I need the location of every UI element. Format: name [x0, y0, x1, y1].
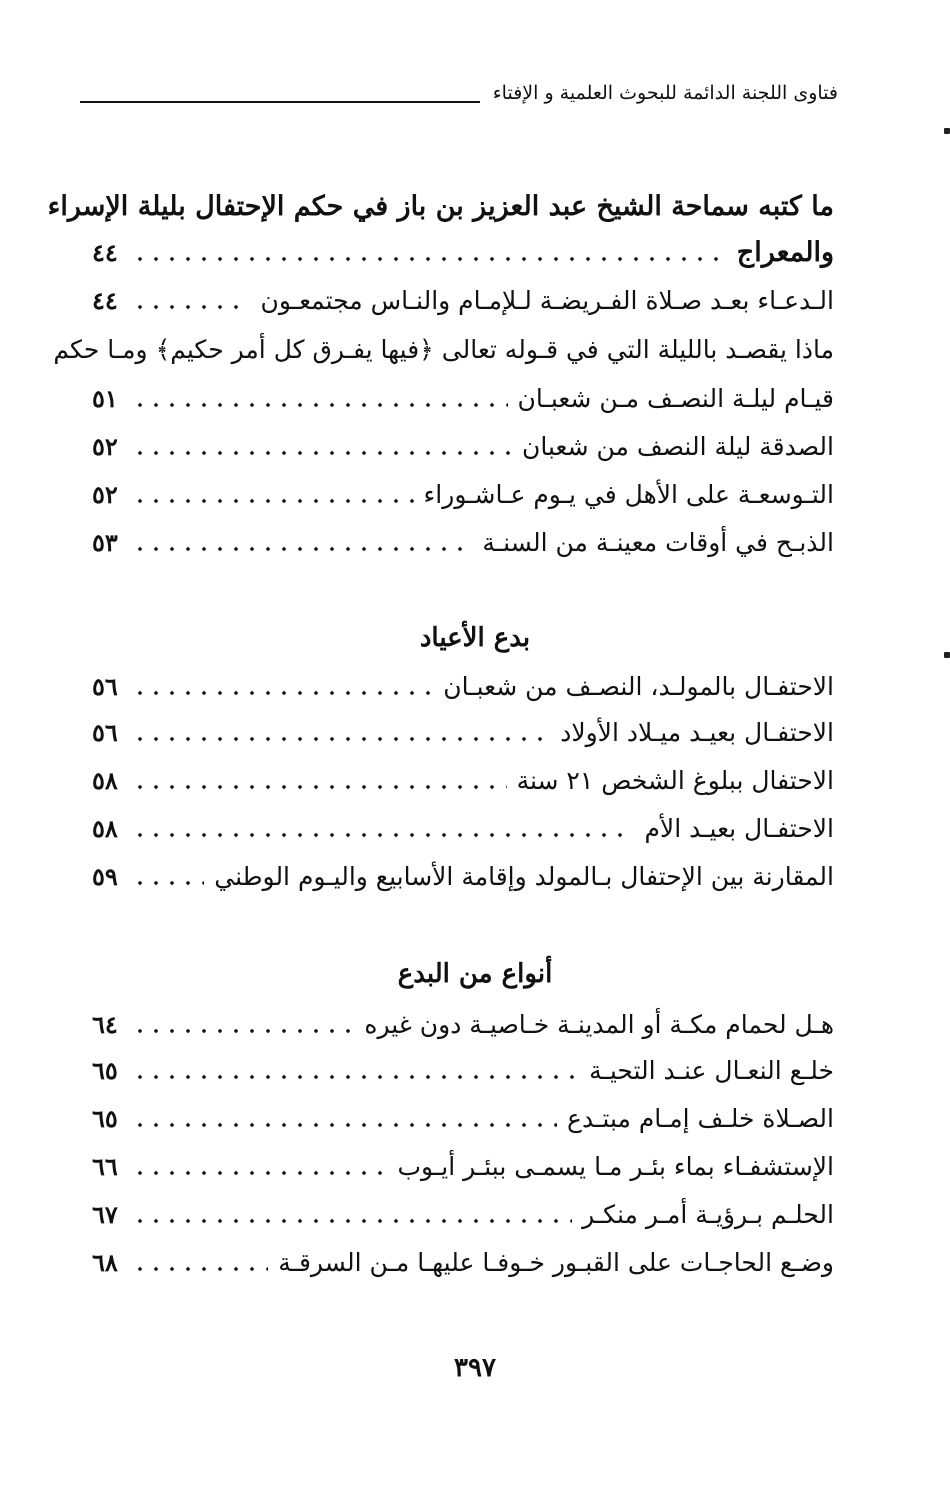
dot-leader [132, 1170, 388, 1176]
toc-entry [92, 1094, 834, 1142]
toc-entry [92, 470, 834, 518]
dot-leader [132, 402, 508, 408]
dot-leader [132, 784, 507, 790]
toc-page-number: ٥٢ [92, 479, 118, 509]
dot-leader [132, 450, 512, 456]
toc-entry-label: الحلـم بـرؤيـة أمـر منكـر [582, 1199, 834, 1229]
dot-leader [132, 1266, 268, 1272]
running-header-title: فتاوى اللجنة الدائمة للبحوث العلمية و الإفتاء [492, 82, 838, 104]
dot-leader [132, 736, 550, 742]
toc-entry-label: الاحتفـال بعيـد الأم [644, 813, 834, 843]
toc-page-number: ٦٤ [92, 1009, 118, 1039]
toc-page-number: ٥٢ [92, 431, 118, 461]
toc-page-number: ٥٦ [92, 717, 118, 747]
toc-page-number: ٦٦ [92, 1151, 118, 1181]
toc-entry [92, 374, 834, 422]
dot-leader [132, 1218, 572, 1224]
toc-entry [92, 852, 834, 900]
toc-entry-label: خلـع النعـال عنـد التحيـة [589, 1055, 834, 1085]
dot-leader [132, 546, 473, 552]
toc-page-number: ٥٨ [92, 813, 118, 843]
toc-entry [92, 1142, 834, 1190]
dot-leader [132, 256, 727, 262]
dot-leader [132, 1028, 355, 1034]
dot-leader [132, 498, 414, 504]
toc-entry-label: الاحتفـال بعيـد ميـلاد الأولاد [560, 717, 834, 747]
page-number: ٣٩٧ [454, 1353, 496, 1383]
toc-entry-line: ما كتبه سماحة الشيخ عبد العزيز بن باز في حكم الإحتفال بليلة الإسراء [47, 191, 834, 222]
toc-page-number: ٥٨ [92, 765, 118, 795]
header-rule [80, 101, 480, 103]
toc-entry-label: التـوسعـة على الأهل في يـوم عـاشـوراء [423, 479, 834, 509]
toc-entry [92, 804, 834, 852]
section-heading: بدع الأعياد [419, 623, 531, 653]
toc-page-number: ٥٩ [92, 861, 118, 891]
toc-page-number: ٤٤ [92, 285, 118, 315]
toc-entry-label: الاحتفال ببلوغ الشخص ٢١ سنة [516, 765, 834, 795]
edge-mark [944, 128, 950, 134]
toc-entry [92, 1238, 834, 1286]
dot-leader [132, 690, 434, 696]
toc-entry-label: وضـع الحاجـات على القبـور خـوفـا عليهـا مـن السرقـة [278, 1247, 834, 1277]
toc-entry [92, 708, 834, 756]
dot-leader [132, 1122, 557, 1128]
toc-entry [92, 1000, 834, 1048]
toc-entry-label: المقارنة بين الإحتفال بـالمولد وإقامة الأسابيع واليـوم الوطني [214, 861, 834, 891]
toc-entry [92, 228, 834, 276]
toc-entry [92, 662, 834, 710]
toc-entry-line: ماذا يقصـد بالليلة التي في قـوله تعالى ﴿فيها يفـرق كل أمر حكيم﴾ ومـا حكم [53, 335, 834, 364]
toc-entry [92, 1190, 834, 1238]
dot-leader [132, 304, 251, 310]
toc-entry-label: قيـام ليلـة النصـف مـن شعبـان [517, 383, 834, 413]
toc-entry-label: الصـلاة خلـف إمـام مبتـدع [567, 1103, 834, 1133]
dot-leader [132, 1074, 579, 1080]
toc-page-number: ٦٥ [92, 1103, 118, 1133]
toc-entry [92, 276, 834, 324]
toc-page-number: ٤٤ [92, 237, 118, 267]
running-header [80, 76, 838, 110]
toc-entry-label: الذبـح في أوقات معينـة من السنـة [482, 527, 834, 557]
toc-entry-label: الاحتفـال بالمولـد، النصـف من شعبـان [443, 671, 834, 701]
toc-entry-label: الـدعـاء بعـد صـلاة الفـريضـة لـلإمـام والنـاس مجتمعـون [260, 285, 834, 315]
toc-entry-label: هـل لحمام مكـة أو المدينـة خـاصيـة دون غيره [364, 1009, 834, 1039]
toc-entry-label: الإستشفـاء بماء بئـر مـا يسمـى ببئـر أيـوب [397, 1151, 834, 1181]
toc-page-number: ٦٧ [92, 1199, 118, 1229]
toc-entry [92, 422, 834, 470]
toc-page-number: ٦٥ [92, 1055, 118, 1085]
toc-page-number: ٥١ [92, 383, 118, 413]
toc-entry-label: والمعراج [736, 236, 834, 268]
toc-entry [92, 1046, 834, 1094]
toc-page-number: ٦٨ [92, 1247, 118, 1277]
dot-leader [132, 880, 204, 886]
section-heading: أنواع من البدع [397, 959, 553, 989]
toc-entry [92, 518, 834, 566]
toc-entry-label: الصدقة ليلة النصف من شعبان [522, 431, 834, 461]
toc-page-number: ٥٣ [92, 527, 118, 557]
toc-entry [92, 756, 834, 804]
toc-page-number: ٥٦ [92, 671, 118, 701]
dot-leader [132, 832, 635, 838]
